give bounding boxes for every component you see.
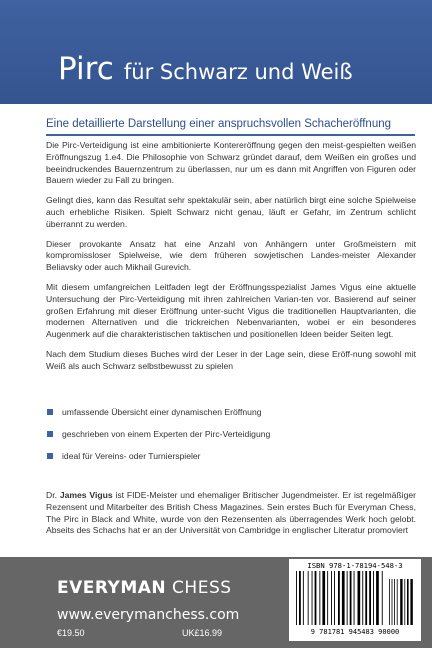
author-bio-text: ist FIDE-Meister und ehemaliger Britischer Jugendmeister. Er ist regelmäßiger Rezensent und Mitarbeiter des British Chess Magazines. Sein erstes Buch für Everyman Chess, The Pirc in Black and White, wurde von den Rezensenten als überragendes Werk hoch gelobt. Abseits des Schachs hat er an der Universität von Cambridge in englischer Literatur promoviert <box>46 490 416 536</box>
barcode-digits: 9 781781 945483 <box>310 628 374 636</box>
title-rest: für Schwarz und Weiß <box>123 60 353 84</box>
barcode-icon <box>295 571 415 627</box>
publisher-logo <box>57 578 232 598</box>
barcode-addon: 90000 <box>378 628 400 636</box>
title-main: Pirc <box>58 51 114 87</box>
isbn-label: ISBN 978-1-78194-548-3 <box>307 561 403 570</box>
barcode-panel <box>289 559 421 641</box>
feature-text: ideal für Vereins- oder Turnierspieler <box>62 451 201 461</box>
blurb-text <box>46 140 416 381</box>
feature-list <box>46 407 406 473</box>
subtitle: Eine detaillierte Darstellung einer anspruchsvollen Schacheröffnung <box>46 118 391 130</box>
feature-text: geschrieben von einem Experten der Pirc-Verteidigung <box>62 429 271 439</box>
subtitle-divider <box>46 134 415 136</box>
feature-item <box>46 407 406 418</box>
publisher-website: www.everymanchess.com <box>57 607 240 623</box>
square-bullet-icon <box>47 409 53 415</box>
feature-item <box>46 429 406 440</box>
square-bullet-icon <box>47 453 53 459</box>
feature-item <box>46 451 406 462</box>
author-prefix: Dr. <box>46 490 60 500</box>
blurb-paragraph: Die Pirc-Verteidigung ist eine ambitionierte Kontereröffnung gegen den meist-gespielten weißen Eröffnungszug 1.e4. Die Philosophie von Schwarz gründet darauf, dem Weißen ein großes und beeindruckendes Bauernzentrum zu überlassen, nur um es dann mit Angriffen von Figuren oder Bauern wieder zu Fall zu bringen. <box>46 140 416 186</box>
barcode-number <box>293 628 417 636</box>
price-uk: UK£16.99 <box>182 628 223 638</box>
book-title <box>58 49 353 87</box>
author-bio <box>46 490 416 537</box>
brand-light: CHESS <box>166 578 232 598</box>
author-name: James Vigus <box>59 490 113 500</box>
blurb-paragraph: Gelingt dies, kann das Resultat sehr spektakulär sein, aber natürlich birgt eine solche Spielweise auch erhebliche Risiken. Spielt Schwarz nicht genau, läuft er Gefahr, im Zentrum schlicht überrannt zu werden. <box>46 195 416 229</box>
blurb-paragraph: Dieser provokante Ansatz hat eine Anzahl von Anhängern unter Großmeistern mit kompromissloser Spielweise, wie dem früheren sowjetischen Landes-meister Alexander Beliavsky oder auch Mikhail Gurevich. <box>46 238 416 273</box>
blurb-paragraph: Nach dem Studium dieses Buches wird der Leser in der Lage sein, diese Eröff-nung sowohl mit Weiß als auch Schwarz selbstbewusst zu spielen <box>46 348 416 371</box>
price-eur: €19.50 <box>57 628 85 638</box>
square-bullet-icon <box>47 431 53 437</box>
brand-bold: EVERYMAN <box>57 578 167 598</box>
blurb-paragraph: Mit diesem umfangreichen Leitfaden legt der Eröffnungsspezialist James Vigus eine aktuelle Untersuchung der Pirc-Verteidigung mit ihren zahlreichen Varian-ten vor. Basierend auf seiner großen Erfahrung mit dieser Eröffnung unter-sucht Vigus die traditionellen Hauptvarianten, die modernen Alternativen und die trickreichen Nebenvarianten, wobei er ein besonderes Augenmerk auf die charakteristischen taktischen und positionellen Ideen beider Seiten legt. <box>46 281 416 340</box>
feature-text: umfassende Übersicht einer dynamischen Eröffnung <box>62 407 262 417</box>
